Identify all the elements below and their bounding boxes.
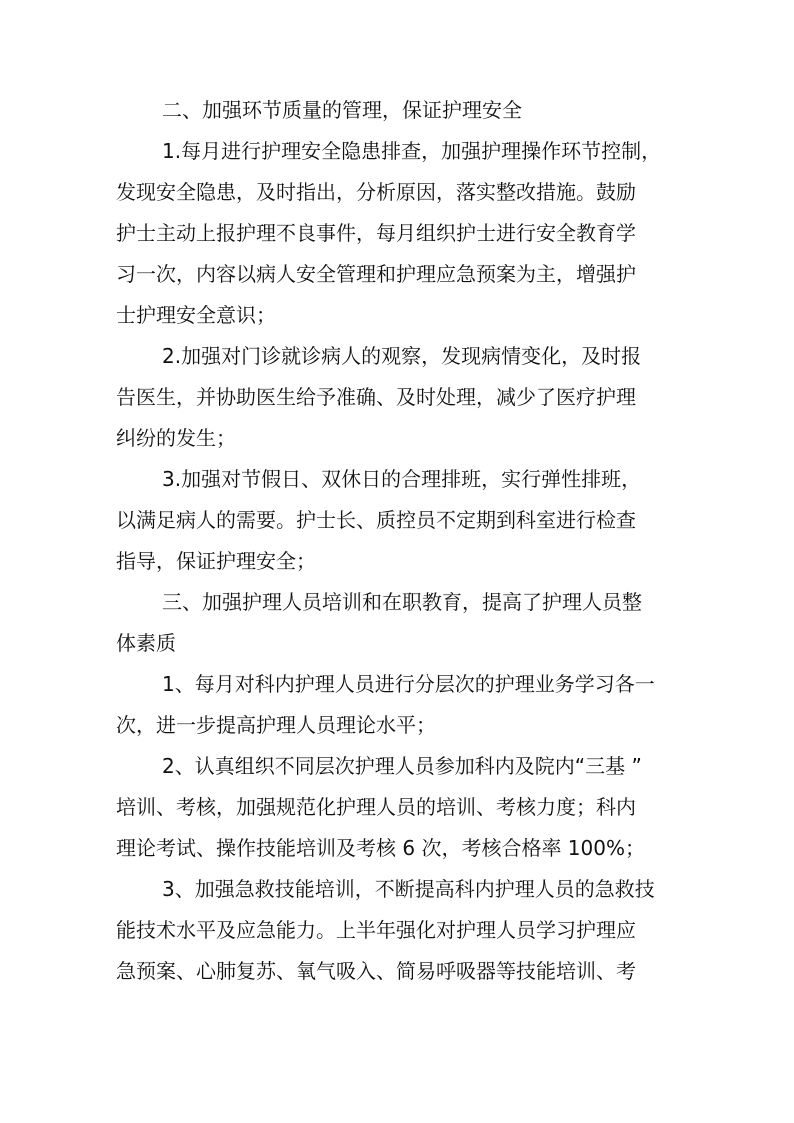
text-line: 士护理安全意识； <box>116 303 276 327</box>
text-line: 1.每月进行护理安全隐患排查，加强护理操作环节控制， <box>162 139 662 163</box>
text-line: 护士主动上报护理不良事件，每月组织护士进行安全教育学 <box>116 221 636 245</box>
text-line: 理论考试、操作技能培训及考核 6 次，考核合格率 100%； <box>116 836 645 860</box>
document-body <box>116 90 676 992</box>
text-line: 急预案、心肺复苏、氧气吸入、简易呼吸器等技能培训、考 <box>116 959 636 983</box>
text-line: 体素质 <box>116 631 176 655</box>
text-line: 二、加强环节质量的管理，保证护理安全 <box>162 98 522 122</box>
text-line: 习一次，内容以病人安全管理和护理应急预案为主，增强护 <box>116 262 636 286</box>
text-line: 3.加强对节假日、双休日的合理排班，实行弹性排班， <box>162 467 642 491</box>
text-line: 1、每月对科内护理人员进行分层次的护理业务学习各一 <box>162 672 655 696</box>
text-line: 三、加强护理人员培训和在职教育，提高了护理人员整 <box>162 590 642 614</box>
text-line: 次，进一步提高护理人员理论水平； <box>116 713 436 737</box>
text-line: 3、加强急救技能培训，不断提高科内护理人员的急救技 <box>162 877 655 901</box>
text-line: 培训、考核，加强规范化护理人员的培训、考核力度；科内 <box>116 795 636 819</box>
text-line: 以满足病人的需要。护士长、质控员不定期到科室进行检查 <box>116 508 636 532</box>
text-line: 告医生，并协助医生给予准确、及时处理，减少了医疗护理 <box>116 385 636 409</box>
text-line: 纠纷的发生； <box>116 426 236 450</box>
text-line: 指导，保证护理安全； <box>116 549 316 573</box>
text-line: 2.加强对门诊就诊病人的观察，发现病情变化，及时报 <box>162 344 642 368</box>
text-line: 能技术水平及应急能力。上半年强化对护理人员学习护理应 <box>116 918 636 942</box>
text-line: 发现安全隐患，及时指出，分析原因，落实整改措施。鼓励 <box>116 180 636 204</box>
text-line: 2、认真组织不同层次护理人员参加科内及院内“三基 ” <box>162 754 642 778</box>
